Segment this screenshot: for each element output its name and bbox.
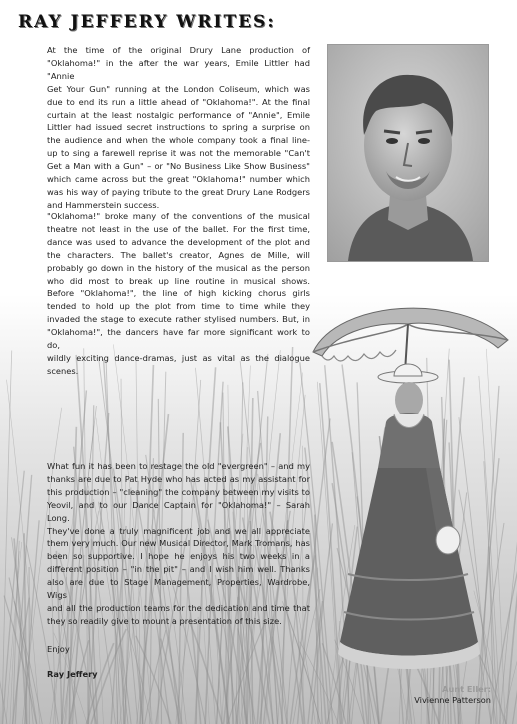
paragraph-line: and Hammerstein success. — [47, 199, 160, 210]
paragraph-line: and all the production teams for the dedication and time that — [47, 602, 310, 613]
article-heading: RAY JEFFERY WRITES: — [18, 12, 276, 32]
paragraph-line: "Oklahoma!" broke many of the conventions of the musical — [47, 211, 310, 221]
paragraph-line: "Oklahoma!" in the after the war years, Emile Littler had "Annie — [47, 57, 310, 81]
caption-role: Aunt Eller: — [442, 684, 491, 694]
paragraph-line: probably go down in the history of the musical as the person — [47, 262, 310, 273]
paragraph-thanks-lines — [47, 460, 310, 628]
paragraph-line: been so supportive. I hope he enjoys his two weeks in a — [47, 551, 310, 562]
paragraph-line: Littler had issued secret instructions to spring a surprise on — [47, 122, 310, 133]
paragraph-line: the characters. The ballet's creator, Agnes de Mille, will — [47, 249, 310, 260]
paragraph-line: dance was used to advance the development of the plot and — [47, 236, 310, 247]
paragraph-line: Get Your Gun" running at the London Coliseum, which was — [47, 83, 310, 94]
paragraph-line: wildly exciting dance-dramas, just as vital as the dialogue — [47, 352, 310, 363]
paragraph-line: invaded the stage to execute rather stylised numbers. But, in — [47, 314, 310, 325]
caption-actor: Vivienne Patterson — [414, 695, 491, 705]
paragraph-line: scenes. — [47, 365, 79, 376]
paragraph-line: curtain at the least nostalgic performance of "Annie", Emile — [47, 109, 310, 120]
signature: Ray Jeffery — [47, 668, 98, 679]
photo-caption — [414, 684, 491, 706]
signoff: Enjoy — [47, 643, 70, 654]
paragraph-line: tended to hold up the plot from time to time while they — [47, 301, 310, 312]
paragraph-line: which came across but the great "Oklahoma!" number which — [47, 174, 310, 185]
paragraph-line: "Oklahoma!", the dancers have far more significant work to do, — [47, 327, 310, 351]
paragraph-thanks — [47, 460, 310, 693]
paragraph-line: different position – "in the pit" – and I wish him well. Thanks — [47, 564, 310, 575]
portrait-photo — [327, 44, 489, 262]
paragraph-line: due to end its run a little ahead of "Oklahoma!". At the final — [47, 96, 310, 107]
paragraph-line: At the time of the original Drury Lane production of — [47, 45, 310, 55]
paragraph-line: Yeovil, and to our Dance Captain for "Oklahoma!" – Sarah Long. — [47, 499, 310, 523]
paragraph-history — [47, 44, 310, 212]
paragraph-ballet — [47, 210, 310, 378]
paragraph-line: up to sing a farewell reprise it was not the memorable "Can't — [47, 148, 310, 159]
paragraph-line: them very much. Our new Musical Director, Mark Tromans, has — [47, 538, 310, 549]
paragraph-line: They've done a truly magnificent job and we all appreciate — [47, 525, 310, 536]
paragraph-line: was his way of paying tribute to the great Drury Lane Rodgers — [47, 186, 310, 197]
paragraph-line: Get a Man with a Gun" – or "No Business Like Show Business" — [47, 161, 310, 172]
paragraph-line: who did most to break up line routine in musical shows. — [47, 275, 310, 286]
paragraph-line: they so readily give to mount a presentation of this size. — [47, 615, 282, 626]
paragraph-line: Before "Oklahoma!", the line of high kicking chorus girls — [47, 288, 310, 299]
paragraph-line: also are due to Stage Management, Properties, Wardrobe, Wigs — [47, 577, 310, 601]
paragraph-line: the audience and when the whole company took a final line- — [47, 135, 310, 146]
paragraph-line: this production – "cleaning" the company between my visits to — [47, 486, 310, 497]
paragraph-line: theatre not least in the use of the ballet. For the first time, — [47, 223, 310, 234]
paragraph-line: What fun it has been to restage the old "evergreen" – and my — [47, 461, 310, 471]
paragraph-line: thanks are due to Pat Hyde who has acted as my assistant for — [47, 473, 310, 484]
costume-photo — [308, 282, 513, 690]
